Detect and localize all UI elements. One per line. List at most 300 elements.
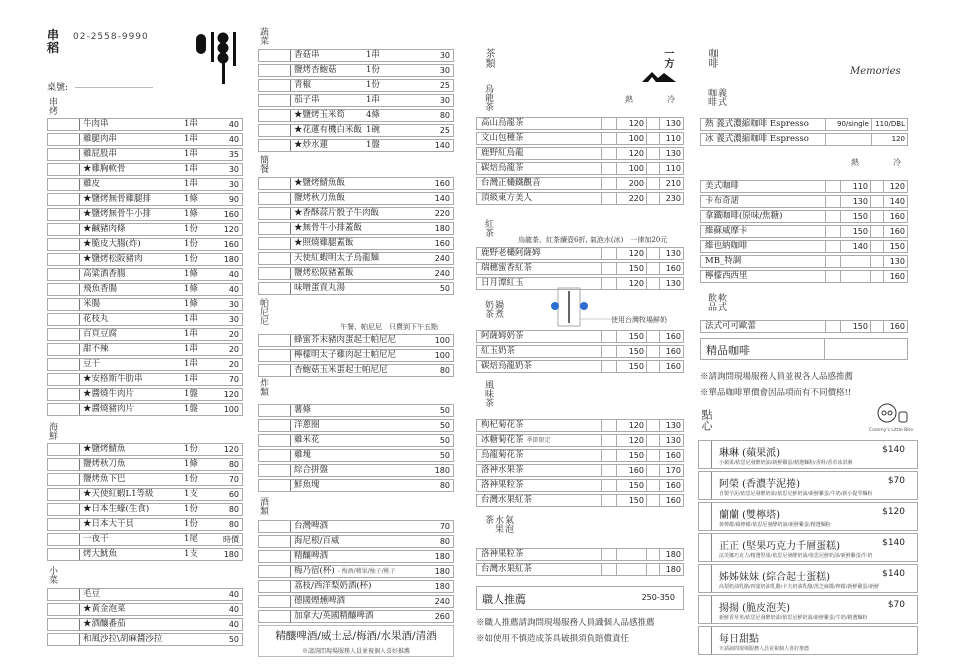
menu-row[interactable] — [258, 434, 454, 447]
item-price: 時價 — [223, 535, 239, 544]
item-price: 40 — [228, 285, 239, 294]
order-qty-cell[interactable] — [48, 489, 80, 500]
item-unit: 1條 — [184, 194, 198, 204]
order-qty-cell[interactable] — [48, 634, 80, 645]
liquor-box-note: ※請詢問現場服務人員並視個人喜好推薦 — [301, 648, 410, 655]
spacer-cell — [601, 549, 616, 560]
menu-row[interactable] — [700, 133, 908, 146]
menu-row[interactable] — [258, 207, 454, 220]
cold-price: 160 — [659, 361, 683, 372]
menu-row[interactable] — [476, 464, 684, 477]
order-qty-cell[interactable] — [259, 450, 291, 461]
tea-cold-header: 冷 — [667, 95, 675, 104]
menu-row[interactable] — [258, 124, 454, 137]
item-name: 荔枝/西洋梨奶酒(杯) — [294, 581, 372, 591]
spacer-cell — [825, 271, 840, 282]
menu-row[interactable] — [700, 210, 908, 223]
order-qty-cell[interactable] — [48, 299, 80, 310]
item-name: 鹽烤松阪豬蓋飯 — [294, 268, 354, 278]
spacer-cell — [646, 278, 659, 289]
spacer-cell — [601, 450, 616, 461]
item-name: 美式咖啡 — [705, 181, 740, 191]
menu-row[interactable] — [47, 208, 243, 221]
item-price: 220 — [434, 209, 450, 218]
order-qty-cell[interactable] — [48, 549, 80, 560]
menu-row[interactable] — [258, 139, 454, 152]
item-name: 維蘇威摩卡 — [705, 226, 748, 236]
order-qty-cell[interactable] — [48, 534, 80, 545]
order-qty-cell[interactable] — [699, 441, 712, 468]
item-price: 50 — [439, 406, 450, 415]
menu-row[interactable] — [258, 364, 454, 377]
hot-price: 120 — [616, 118, 646, 129]
order-qty-cell[interactable] — [48, 589, 80, 600]
item-unit: 4條 — [366, 110, 380, 120]
order-qty-cell[interactable] — [48, 119, 80, 130]
item-name: 鹽烤魚下巴 — [83, 474, 126, 484]
order-qty-cell[interactable] — [259, 465, 291, 476]
item-price: 30 — [439, 51, 450, 60]
menu-table — [47, 588, 243, 648]
menu-row[interactable] — [47, 193, 243, 206]
menu-row[interactable] — [47, 238, 243, 251]
menu-row[interactable] — [258, 192, 454, 205]
menu-row[interactable] — [47, 133, 243, 146]
menu-row[interactable] — [258, 79, 454, 92]
item-name: 薯條 — [294, 405, 312, 415]
menu-row[interactable] — [476, 449, 684, 462]
liquor-box — [258, 625, 454, 657]
hot-price: 150 — [616, 331, 646, 342]
menu-row[interactable] — [258, 520, 454, 533]
menu-row[interactable] — [476, 162, 684, 175]
menu-row[interactable] — [476, 360, 684, 373]
menu-row[interactable] — [47, 473, 243, 486]
dessert-label: 點心 — [700, 409, 713, 431]
menu-row[interactable] — [476, 494, 684, 507]
menu-row[interactable] — [700, 255, 908, 268]
section-note: 午餐、帕尼尼 只賣到下午五點 — [340, 323, 438, 331]
item-name: 高山烏龍茶 — [481, 118, 524, 128]
brand-name: 串稻 — [47, 28, 60, 55]
item-name: 瑞穗蜜香紅茶 — [481, 263, 533, 273]
hot-price: 160 — [616, 465, 646, 476]
order-qty-cell[interactable] — [259, 223, 291, 234]
menu-row[interactable] — [47, 548, 243, 561]
menu-row[interactable] — [47, 518, 243, 531]
dessert-list — [698, 440, 918, 657]
item-unit: 1條 — [184, 459, 198, 469]
menu-row[interactable] — [700, 270, 908, 283]
craft-tea-box — [476, 586, 684, 610]
menu-row[interactable] — [700, 195, 908, 208]
item-name: 雞腿肉串 — [83, 134, 118, 144]
item-name: 飛魚香腸 — [83, 284, 118, 294]
item-price: 80 — [439, 366, 450, 375]
item-note: - 梅酒/蘋果/柚子/桃子 — [337, 568, 396, 575]
item-price: 40 — [228, 590, 239, 599]
order-qty-cell[interactable] — [259, 253, 291, 264]
cold-price: 130 — [659, 248, 683, 259]
menu-row[interactable] — [258, 64, 454, 77]
order-qty-cell[interactable] — [48, 329, 80, 340]
menu-row[interactable] — [258, 419, 454, 432]
tea-table — [476, 548, 684, 578]
menu-row[interactable] — [47, 458, 243, 471]
order-qty-cell[interactable] — [259, 335, 291, 346]
dessert-card[interactable] — [698, 471, 918, 500]
item-price: 180 — [434, 582, 450, 591]
order-qty-cell[interactable] — [259, 193, 291, 204]
menu-row[interactable] — [47, 633, 243, 646]
section-label: 烏龍茶 — [483, 84, 493, 111]
order-qty-cell[interactable] — [48, 134, 80, 145]
item-name: ★醬燒豬肉片 — [83, 404, 135, 414]
menu-row[interactable] — [476, 262, 684, 275]
menu-row[interactable] — [476, 563, 684, 576]
coffee-note-1: ※請詢問現場服務人員並視各人品感推薦 — [700, 372, 854, 382]
phone-number: 02-2558-9990 — [73, 32, 149, 42]
menu-row[interactable] — [47, 328, 243, 341]
spacer-cell — [601, 480, 616, 491]
item-price: 20 — [228, 345, 239, 354]
item-unit: 1條 — [184, 209, 198, 219]
order-qty-cell[interactable] — [259, 365, 291, 376]
order-qty-cell[interactable] — [48, 224, 80, 235]
menu-row[interactable] — [47, 163, 243, 176]
order-qty-cell[interactable] — [48, 374, 80, 385]
dessert-name: 蘭蘭 (雙檸塔) — [719, 510, 780, 521]
item-price: 60 — [228, 490, 239, 499]
menu-row[interactable] — [476, 419, 684, 432]
item-name: 雞皮 — [83, 179, 101, 189]
order-qty-cell[interactable] — [48, 404, 80, 415]
item-name: 米腸 — [83, 299, 101, 309]
menu-row[interactable] — [47, 443, 243, 456]
hot-price: 140 — [840, 241, 870, 252]
order-qty-cell[interactable] — [699, 596, 712, 623]
menu-row[interactable] — [47, 388, 243, 401]
cold-price: 160 — [659, 263, 683, 274]
menu-row[interactable] — [476, 247, 684, 260]
hot-price: 120 — [616, 148, 646, 159]
item-name: ★日本生蠔(生食) — [83, 504, 150, 514]
menu-row[interactable] — [47, 533, 243, 546]
item-name: ★花蓮有機白米飯 — [294, 125, 363, 135]
hot-price: 150 — [840, 226, 870, 237]
menu-row[interactable] — [476, 132, 684, 145]
order-qty-cell[interactable] — [48, 164, 80, 175]
order-qty-cell[interactable] — [48, 269, 80, 280]
section-label: 風味茶 — [483, 380, 493, 407]
menu-row[interactable] — [700, 225, 908, 238]
order-qty-cell[interactable] — [48, 239, 80, 250]
order-qty-cell[interactable] — [48, 344, 80, 355]
menu-row[interactable] — [258, 610, 454, 623]
order-qty-cell[interactable] — [259, 125, 291, 136]
item-name: 台灣水果紅茶 — [481, 564, 533, 574]
item-name: 和風沙拉\胡麻醬沙拉 — [83, 634, 163, 644]
order-qty-cell[interactable] — [259, 80, 291, 91]
menu-row[interactable] — [476, 548, 684, 561]
menu-row[interactable] — [47, 253, 243, 266]
item-price: 100 — [434, 351, 450, 360]
order-qty-cell[interactable] — [259, 110, 291, 121]
order-qty-cell[interactable] — [48, 194, 80, 205]
item-name: 洛神果粒茶 — [481, 549, 524, 559]
menu-row[interactable] — [47, 178, 243, 191]
item-price: 160 — [223, 240, 239, 249]
hot-price — [616, 549, 646, 560]
item-price: 160 — [223, 210, 239, 219]
menu-row[interactable] — [258, 252, 454, 265]
menu-row[interactable] — [258, 94, 454, 107]
order-qty-cell[interactable] — [48, 254, 80, 265]
menu-row[interactable] — [258, 349, 454, 362]
dessert-card[interactable] — [698, 533, 918, 562]
order-qty-cell[interactable] — [259, 178, 291, 189]
order-qty-cell[interactable] — [48, 459, 80, 470]
menu-row[interactable] — [47, 488, 243, 501]
order-qty-cell[interactable] — [259, 566, 291, 577]
menu-row[interactable] — [47, 268, 243, 281]
menu-row[interactable] — [258, 334, 454, 347]
commy-logo: Commy's Little Bite — [866, 400, 916, 433]
hot-price: 150 — [840, 211, 870, 222]
menu-row[interactable] — [47, 358, 243, 371]
menu-row[interactable] — [700, 180, 908, 193]
order-qty-cell[interactable] — [259, 536, 291, 547]
cold-price: 130 — [659, 278, 683, 289]
menu-row[interactable] — [258, 177, 454, 190]
item-price: 80 — [228, 505, 239, 514]
order-qty-cell[interactable] — [259, 268, 291, 279]
spacer-cell — [601, 178, 616, 189]
item-unit: 1串 — [184, 374, 198, 384]
menu-row[interactable] — [476, 345, 684, 358]
spacer-cell — [601, 465, 616, 476]
item-price: 180 — [434, 224, 450, 233]
menu-row[interactable] — [258, 580, 454, 593]
order-qty-cell[interactable] — [48, 284, 80, 295]
order-qty-cell[interactable] — [259, 611, 291, 622]
menu-row[interactable] — [258, 267, 454, 280]
order-qty-cell[interactable] — [259, 350, 291, 361]
menu-row[interactable] — [700, 320, 908, 333]
spacer-cell — [825, 226, 840, 237]
section-note: 使用台灣牧場鮮奶 — [611, 316, 667, 324]
spacer-cell — [825, 256, 840, 267]
order-qty-cell[interactable] — [48, 179, 80, 190]
order-qty-cell[interactable] — [699, 472, 712, 499]
item-price: 240 — [434, 254, 450, 263]
coffee-table — [700, 180, 908, 285]
item-name: 台灣正欉鐵觀音 — [481, 178, 541, 188]
item-name: 鹿野老欉阿薩姆 — [481, 248, 541, 258]
item-name: 維也納咖啡 — [705, 241, 748, 251]
menu-row[interactable] — [700, 118, 908, 131]
dessert-card[interactable] — [698, 595, 918, 624]
menu-row[interactable] — [47, 148, 243, 161]
order-qty-cell[interactable] — [699, 565, 712, 592]
item-name: 台灣水果紅茶 — [481, 495, 533, 505]
order-qty-cell[interactable] — [48, 519, 80, 530]
item-unit: 1份 — [184, 224, 198, 234]
item-name: ★鹽烤松阪豬肉 — [83, 254, 143, 264]
coffee-hot-header: 熱 — [851, 158, 859, 167]
cold-price: 160 — [883, 321, 907, 332]
menu-row[interactable] — [258, 237, 454, 250]
item-note: 季節限定 — [526, 437, 551, 444]
item-name: ★脆皮大腸(炸) — [83, 239, 141, 249]
order-qty-cell[interactable] — [259, 420, 291, 431]
order-qty-cell[interactable] — [259, 238, 291, 249]
order-qty-cell[interactable] — [699, 503, 712, 530]
order-qty-cell[interactable] — [259, 551, 291, 562]
item-price: 40 — [228, 135, 239, 144]
order-qty-cell[interactable] — [48, 359, 80, 370]
dessert-name: 正正 (堅果巧克力千層蛋糕) — [719, 541, 840, 552]
menu-row[interactable] — [476, 177, 684, 190]
cold-price: 160 — [659, 450, 683, 461]
hot-price: 200 — [616, 178, 646, 189]
order-qty-cell[interactable] — [48, 149, 80, 160]
menu-row[interactable] — [476, 479, 684, 492]
menu-row[interactable] — [47, 313, 243, 326]
spacer-cell — [870, 321, 883, 332]
table-number-field[interactable] — [75, 87, 153, 88]
dessert-description: 黃檸檬/綠檸檬/依思尼發酵奶油/新鮮雞蛋/精選麵粉 — [719, 522, 831, 528]
order-qty-cell[interactable] — [48, 474, 80, 485]
cold-price: 180 — [659, 564, 683, 575]
spacer-cell — [601, 193, 616, 204]
order-qty-cell[interactable] — [259, 208, 291, 219]
item-name: 海尼根/百威 — [294, 536, 340, 546]
order-qty-cell[interactable] — [259, 50, 291, 61]
cold-price: 130 — [659, 148, 683, 159]
section-label: 簡餐 — [258, 155, 268, 173]
order-qty-cell[interactable] — [699, 534, 712, 561]
menu-row[interactable] — [258, 404, 454, 417]
item-name: 雞塊 — [294, 450, 312, 460]
menu-row[interactable] — [476, 434, 684, 447]
dessert-card[interactable] — [698, 564, 918, 593]
dessert-description: ※請詢問現場服務人員並視個人喜好推薦 — [719, 646, 810, 652]
hot-price: 100 — [616, 163, 646, 174]
order-qty-cell[interactable] — [699, 627, 712, 654]
order-qty-cell[interactable] — [259, 95, 291, 106]
item-name: 冰糖菊花茶 季節限定 — [481, 435, 551, 445]
item-name: 精釀啤酒 — [294, 551, 329, 561]
order-qty-cell[interactable] — [259, 521, 291, 532]
menu-row[interactable] — [476, 147, 684, 160]
spacer-cell — [646, 133, 659, 144]
menu-row[interactable] — [47, 298, 243, 311]
item-name: ★無骨牛小排蓋飯 — [294, 223, 363, 233]
coffee-title: 咖啡 — [706, 48, 717, 68]
item-name: ★鹹豬肉條 — [83, 224, 126, 234]
menu-row[interactable] — [258, 464, 454, 477]
menu-row[interactable] — [258, 565, 454, 578]
order-qty-cell[interactable] — [48, 504, 80, 515]
item-name: ★炒水蓮 — [294, 140, 329, 150]
section-label: 炸類 — [258, 378, 268, 396]
menu-row[interactable] — [700, 240, 908, 253]
item-price: 30 — [439, 96, 450, 105]
menu-row[interactable] — [47, 603, 243, 616]
menu-row[interactable] — [47, 373, 243, 386]
item-price: 80 — [228, 520, 239, 529]
item-unit: 1盤 — [366, 140, 380, 150]
menu-row[interactable] — [258, 282, 454, 295]
menu-row[interactable] — [47, 343, 243, 356]
order-qty-cell[interactable] — [259, 405, 291, 416]
menu-row[interactable] — [476, 117, 684, 130]
order-qty-cell[interactable] — [259, 140, 291, 151]
order-qty-cell[interactable] — [48, 389, 80, 400]
menu-row[interactable] — [47, 503, 243, 516]
menu-row[interactable] — [47, 403, 243, 416]
order-qty-cell[interactable] — [48, 314, 80, 325]
order-qty-cell[interactable] — [48, 619, 80, 630]
menu-row[interactable] — [47, 118, 243, 131]
order-qty-cell[interactable] — [259, 480, 291, 491]
item-name: 加拿大/英國精釀啤酒 — [294, 611, 374, 621]
order-qty-cell[interactable] — [48, 444, 80, 455]
order-qty-cell[interactable] — [259, 283, 291, 294]
menu-row[interactable] — [258, 109, 454, 122]
menu-row[interactable] — [258, 595, 454, 608]
menu-row[interactable] — [258, 479, 454, 492]
dessert-card[interactable] — [698, 626, 918, 655]
item-name: 鹽烤杏鮑菇 — [294, 65, 337, 75]
cold-price: 120 — [871, 134, 907, 145]
item-name: 鹿野紅烏龍 — [481, 148, 524, 158]
menu-table — [258, 49, 454, 154]
menu-row[interactable] — [476, 330, 684, 343]
menu-row[interactable] — [258, 449, 454, 462]
item-name: 洛神果粒茶 — [481, 480, 524, 490]
menu-row[interactable] — [258, 222, 454, 235]
menu-row[interactable] — [47, 588, 243, 601]
dessert-card[interactable] — [698, 440, 918, 469]
section-label: 串烤 — [47, 97, 57, 115]
menu-row[interactable] — [258, 49, 454, 62]
hot-price: 120 — [616, 248, 646, 259]
item-unit: 1份 — [184, 474, 198, 484]
dessert-card[interactable] — [698, 502, 918, 531]
order-qty-cell[interactable] — [48, 604, 80, 615]
menu-row[interactable] — [47, 223, 243, 236]
item-unit: 1份 — [184, 239, 198, 249]
menu-row[interactable] — [258, 535, 454, 548]
order-qty-cell[interactable] — [259, 596, 291, 607]
order-qty-cell[interactable] — [48, 209, 80, 220]
order-qty-cell[interactable] — [259, 435, 291, 446]
menu-row[interactable] — [47, 618, 243, 631]
item-price: 40 — [228, 605, 239, 614]
order-qty-cell[interactable] — [259, 65, 291, 76]
menu-table — [258, 177, 454, 297]
espresso-label: 義式 咖啡 — [706, 88, 726, 106]
order-qty-cell[interactable] — [259, 581, 291, 592]
menu-row[interactable] — [476, 192, 684, 205]
item-unit: 1串 — [366, 95, 380, 105]
item-price: 20 — [228, 360, 239, 369]
menu-row[interactable] — [258, 550, 454, 563]
hot-price: 100 — [616, 133, 646, 144]
menu-row[interactable] — [47, 283, 243, 296]
